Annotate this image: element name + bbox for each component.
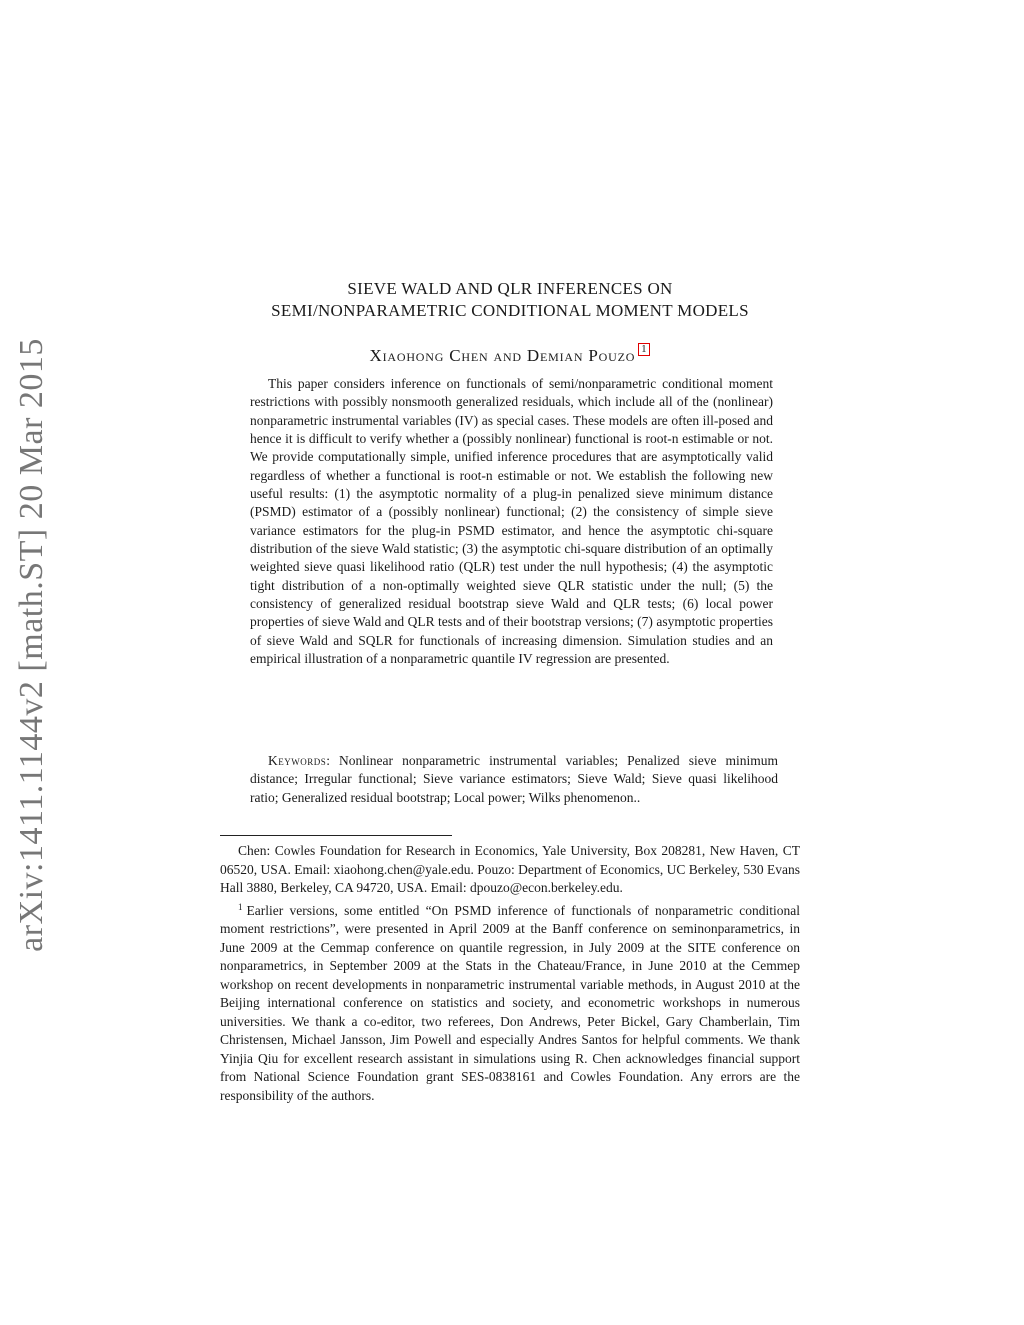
keywords-text: : Nonlinear nonparametric instrumental variables; Penalized sieve minimum distance; Irregular functional; Sieve variance estimators; Sieve Wald; Sieve quasi likelihood ratio; Generalized residual bootstrap; Local power; Wilks phenomenon.. xyxy=(250,753,778,805)
footnotes xyxy=(220,842,800,1105)
footnote-1-text: Earlier versions, some entitled “On PSMD inference of functionals of nonparametric conditional moment restrictions”, were presented in April 2009 at the Banff conference on seminonparametrics, in June 2009 at the Cemmap conference on quantile regression, in July 2009 at the SITE conference on nonparametrics, in September 2009 at the Stats in the Chateau/France, in June 2010 at the Cemmep workshop on recent developments in nonparametric instrumental variable methods, in August 2010 at the Beijing international conference on statistics and society, and econometric workshops in numerous universities. We thank a co-editor, two referees, Don Andrews, Peter Bickel, Gary Chamberlain, Tim Christensen, Michael Jansson, Jim Powell and especially Andres Santos for helpful comments. We thank Yinjia Qiu for excellent research assistant in simulations using R. Chen acknowledges financial support from National Science Foundation grant SES-0838161 and Cowles Foundation. Any errors are the responsibility of the authors. xyxy=(220,902,800,1103)
author-names: Xiaohong Chen and Demian Pouzo xyxy=(369,346,636,365)
affiliation-footnote: Chen: Cowles Foundation for Research in Economics, Yale University, Box 208281, New Haven, CT 06520, USA. Email: xiaohong.chen@yale.edu. Pouzo: Department of Economics, UC Berkeley, 530 Evans Hall 3880, Berkeley, CA 94720, USA. Email: dpouzo@econ.berkeley.edu. xyxy=(220,843,800,895)
footnote-1 xyxy=(220,898,800,1106)
footnote-divider xyxy=(220,835,452,836)
keywords-label: Keywords xyxy=(268,753,327,768)
arxiv-identifier: arXiv:1411.1144v2 [math.ST] 20 Mar 2015 xyxy=(13,338,50,952)
title-line-2: SEMI/NONPARAMETRIC CONDITIONAL MOMENT MODELS xyxy=(271,301,749,320)
footnote-1-mark: 1 xyxy=(238,901,243,912)
abstract: This paper considers inference on functionals of semi/nonparametric conditional moment restrictions with possibly nonsmooth generalized residuals, which include all of the (nonlinear) nonparametric instrumental variables (IV) as special cases. These models are often ill-posed and hence it is difficult to verify whether a (possibly nonlinear) functional is root-n estimable or not. We provide computationally simple, unified inference procedures that are asymptotically valid regardless of whether a functional is root-n estimable or not. We establish the following new useful results: (1) the asymptotic normality of a plug-in penalized sieve minimum distance (PSMD) estimator of a (possibly nonlinear) functional; (2) the consistency of simple sieve variance estimators for the plug-in PSMD estimator, and hence the asymptotic chi-square distribution of the sieve Wald statistic; (3) the asymptotic chi-square distribution of an optimally weighted sieve quasi likelihood ratio (QLR) test under the null hypothesis; (4) the asymptotic tight distribution of a non-optimally weighted sieve QLR statistic under the null; (5) the consistency of generalized residual bootstrap sieve Wald and QLR tests; (6) local power properties of sieve Wald and QLR tests and of their bootstrap versions; (7) asymptotic properties of sieve Wald and SQLR for functionals of increasing dimension. Simulation studies and an empirical illustration of a nonparametric quantile IV regression are presented. xyxy=(250,376,773,667)
paper-title xyxy=(220,278,800,322)
title-line-1: SIEVE WALD AND QLR INFERENCES ON xyxy=(347,279,673,298)
author-line xyxy=(220,343,800,366)
keywords xyxy=(250,752,778,807)
footnote-link[interactable]: 1 xyxy=(638,343,650,356)
